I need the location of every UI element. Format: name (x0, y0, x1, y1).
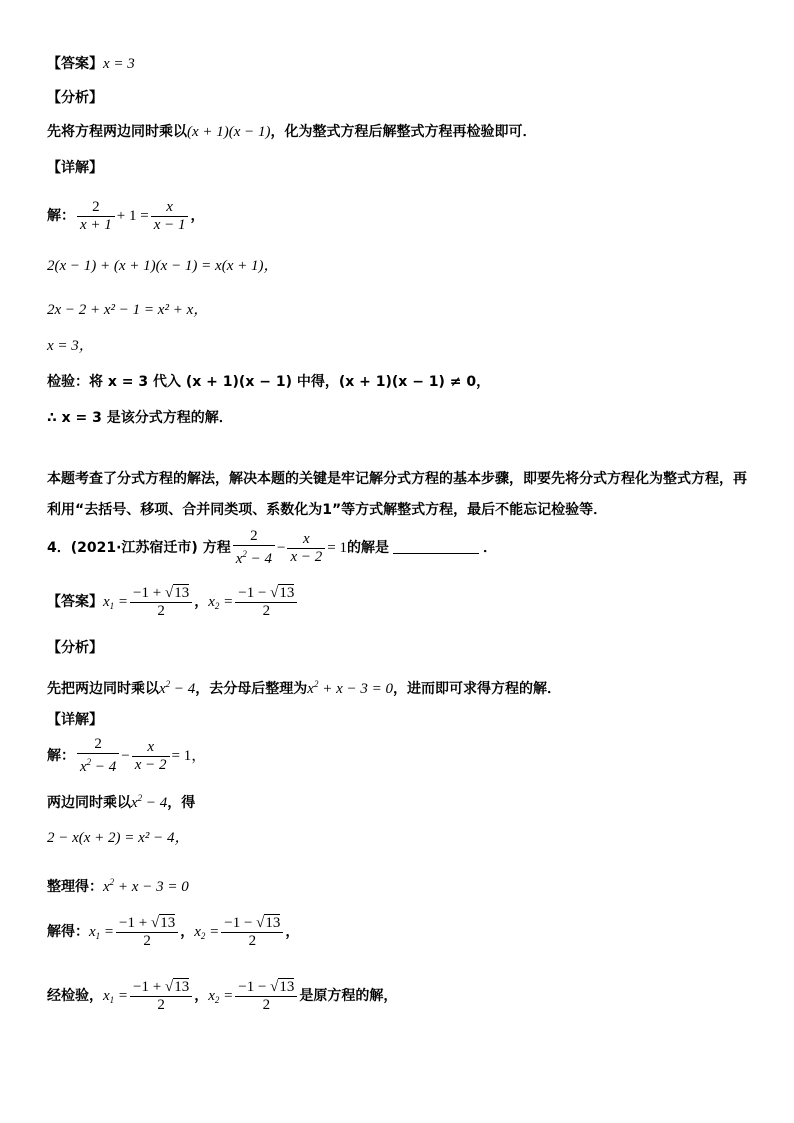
analysis-text-4: 先把两边同时乘以$x^2 - 4$，去分母后整理为$x^2 + x - 3 = 0$，进而即可求得方程的解． (47, 679, 561, 697)
equation-line-1: 解： $\frac{2}{x + 1}$ + 1 = $\frac{x}{x - 1}$ ， (47, 198, 205, 233)
analysis-text-1: 先将方程两边同时乘以(x + 1)(x − 1)，化为整式方程后解整式方程再检验即可． (47, 124, 537, 140)
detail-label-1: 【详解】 (47, 160, 103, 176)
answer-value: x = 3 (103, 56, 135, 72)
equation-line-q4-2: 2 − x(x + 2) = x² − 4， (47, 830, 190, 846)
fraction: $\frac{-1 + √13}{2}$ (130, 585, 192, 620)
analysis-label-4: 【分析】 (47, 640, 103, 656)
question-4: 4．(2021·江苏宿迁市) 方程 $\frac{2}{x^2 - 4}$ − $\frac{x}{x - 2}$ = 1的解是 ． (47, 528, 497, 567)
tidy-line: 整理得：$x^2 + x - 3 = 0$ (47, 877, 189, 895)
equation-line-q4-1: 解： $\frac{2}{x^2 - 4}$ − $\frac{x}{x - 2}$ = 1， (47, 736, 207, 775)
answer-blank (393, 553, 479, 554)
fraction: $\frac{-1 - √13}{2}$ (221, 915, 283, 950)
multiply-line: 两边同时乘以$x^2 - 4$，得 (47, 793, 196, 811)
check-line-1: 检验：将 x = 3 代入 (x + 1)(x − 1) 中得，(x + 1)(x − 1) ≠ 0， (47, 374, 491, 390)
fraction: $\frac{-1 - √13}{2}$ (235, 979, 297, 1014)
fraction: $\frac{-1 + √13}{2}$ (130, 979, 192, 1014)
equation-line-3: 2x − 2 + x² − 1 = x² + x， (47, 302, 209, 318)
final-check-line: 经检验，$x_1$ = $\frac{-1 + √13}{2}$ ，$x_2$ = $\frac{-1 - √13}{2}$ 是原方程的解， (47, 978, 398, 1013)
answer-line-4: 【答案】$x_1$ = $\frac{-1 + √13}{2}$ ，$x_2$ = $\frac{-1 - √13}{2}$ (47, 582, 299, 626)
solution-line: 解得：$x_1$ = $\frac{-1 + √13}{2}$ ，$x_2$ = $\frac{-1 - √13}{2}$ ， (47, 914, 300, 949)
fraction: $\frac{-1 - √13}{2}$ (235, 585, 297, 620)
analysis-label-1: 【分析】 (47, 90, 103, 106)
fraction: $\frac{-1 + √13}{2}$ (116, 915, 178, 950)
conclusion-line-1: ∴ x = 3 是该分式方程的解． (47, 410, 233, 426)
fraction: $\frac{2}{x^2 - 4}$ (77, 736, 119, 776)
equation-line-2: 2(x − 1) + (x + 1)(x − 1) = x(x + 1)， (47, 258, 279, 274)
fraction: $\frac{2}{x + 1}$ (77, 199, 115, 234)
answer-label: 【答案】 (47, 56, 103, 72)
fraction: $\frac{2}{x^2 - 4}$ (233, 528, 275, 568)
fraction: $\frac{x}{x - 1}$ (151, 199, 189, 234)
answer-line-1 (47, 54, 135, 74)
fraction: $\frac{x}{x - 2}$ (287, 531, 325, 566)
fraction: $\frac{x}{x - 2}$ (132, 739, 170, 774)
equation-line-4: x = 3， (47, 338, 94, 354)
summary-paragraph: 本题考查了分式方程的解法，解决本题的关键是牢记解分式方程的基本步骤，即要先将分式方程化为整式方程，再利用“去括号、移项、合并同类项、系数化为1”等方式解整式方程，最后不能忘记检验等． (47, 471, 747, 518)
detail-label-4: 【详解】 (47, 712, 103, 728)
